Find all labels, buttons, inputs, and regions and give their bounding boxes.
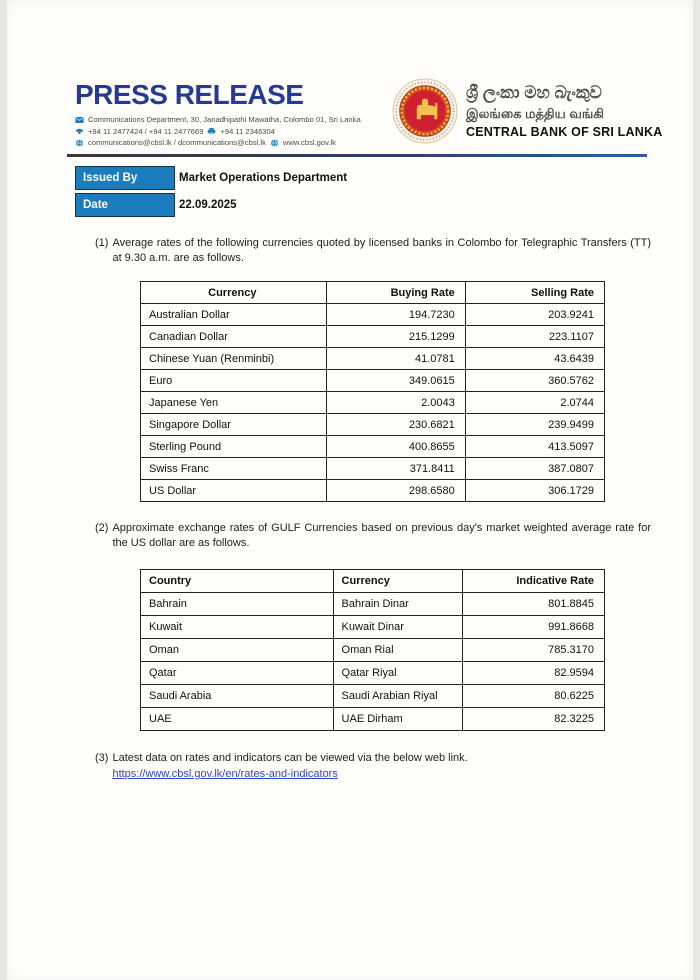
table-cell: 371.8411: [326, 458, 465, 480]
table-cell: 41.0781: [326, 348, 465, 370]
table-cell: Bahrain: [141, 593, 334, 616]
paragraph-1-text: Average rates of the following currencies quoted by licensed banks in Colombo for Telegraphic Transfers (TT) at 9.30 a.m. are as follows.: [112, 237, 651, 264]
table-cell: Singapore Dollar: [141, 414, 327, 436]
table-cell: Canadian Dollar: [141, 326, 327, 348]
table-cell: 215.1299: [326, 326, 465, 348]
table-row: [141, 662, 605, 685]
header-left: [75, 80, 375, 149]
table-cell: 413.5097: [465, 436, 604, 458]
header-right: [392, 78, 662, 144]
table-cell: 2.0744: [465, 392, 604, 414]
gulf-rates-table: [140, 569, 605, 731]
table-row: [141, 326, 605, 348]
table-cell: Australian Dollar: [141, 304, 327, 326]
contact-address: Communications Department, 30, Janadhipathi Mawatha, Colombo 01, Sri Lanka: [88, 115, 361, 124]
fax-icon: [207, 127, 216, 135]
table-cell: 194.7230: [326, 304, 465, 326]
table-row: [141, 685, 605, 708]
contact-block: [75, 114, 375, 149]
bank-name-block: [466, 82, 662, 141]
table-cell: 203.9241: [465, 304, 604, 326]
page-title: PRESS RELEASE: [75, 79, 304, 110]
table-cell: 223.1107: [465, 326, 604, 348]
contact-website: www.cbsl.gov.lk: [282, 138, 336, 147]
table-cell: Japanese Yen: [141, 392, 327, 414]
contact-emails: communications@cbsl.lk / dcommunications@cbsl.lk: [88, 138, 266, 147]
tt-rates-table: [140, 281, 605, 502]
rates-and-indicators-link[interactable]: https://www.cbsl.gov.lk/en/rates-and-indicators: [112, 768, 338, 780]
column-header-buying-rate: Buying Rate: [326, 282, 465, 304]
contact-fax: +94 11 2346304: [220, 126, 275, 136]
contact-address-line: [75, 114, 375, 126]
table-cell: Chinese Yuan (Renminbi): [141, 348, 327, 370]
table-cell: 785.3170: [463, 639, 605, 662]
table-row: [141, 593, 605, 616]
table-cell: UAE: [141, 708, 334, 731]
table-row: [141, 436, 605, 458]
paragraph-3-sentence: Latest data on rates and indicators can be viewed via the below web link.: [112, 752, 468, 764]
contact-phone-line: [75, 126, 375, 138]
table-row: [141, 370, 605, 392]
press-release-page: [7, 0, 693, 980]
column-header-indicative-rate: Indicative Rate: [463, 570, 605, 593]
column-header-currency: Currency: [333, 570, 463, 593]
bank-name-english: CENTRAL BANK OF SRI LANKA: [466, 124, 663, 139]
table-cell: 306.1729: [465, 480, 604, 502]
bank-name-sinhala: ශ්‍රී ලංකා මහ බැංකුව: [466, 82, 602, 102]
central-bank-emblem-logo: [392, 78, 458, 144]
column-header-country: Country: [141, 570, 334, 593]
table-row: [141, 458, 605, 480]
table-cell: Kuwait: [141, 616, 334, 639]
paragraph-1: [95, 236, 651, 266]
table-cell: Kuwait Dinar: [333, 616, 463, 639]
header-divider: [67, 154, 647, 157]
table-cell: 82.3225: [463, 708, 605, 731]
paragraph-3: [95, 751, 651, 782]
table-cell: 387.0807: [465, 458, 604, 480]
paragraph-2-text: Approximate exchange rates of GULF Currencies based on previous day's market weighted average rate for the US dollar are as follows.: [112, 522, 651, 549]
table-cell: 400.8655: [326, 436, 465, 458]
table-cell: Bahrain Dinar: [333, 593, 463, 616]
date-value: 22.09.2025: [179, 199, 237, 211]
table-cell: 239.9499: [465, 414, 604, 436]
table-row: [141, 639, 605, 662]
table-cell: 2.0043: [326, 392, 465, 414]
envelope-icon: [75, 116, 84, 124]
table-cell: Saudi Arabia: [141, 685, 334, 708]
paragraph-3-number: (3): [95, 752, 109, 764]
email-globe-icon: [75, 139, 84, 147]
paragraph-3-text: [112, 751, 467, 782]
table-cell: 82.9594: [463, 662, 605, 685]
table-header-row: [141, 282, 605, 304]
date-row: [75, 193, 635, 217]
table-cell: Qatar Riyal: [333, 662, 463, 685]
column-header-selling-rate: Selling Rate: [465, 282, 604, 304]
issued-by-row: [75, 166, 635, 190]
website-globe-icon: [270, 139, 279, 147]
table-cell: Euro: [141, 370, 327, 392]
table-cell: US Dollar: [141, 480, 327, 502]
issued-by-value: Market Operations Department: [179, 172, 348, 184]
table-row: [141, 348, 605, 370]
table-cell: 349.0615: [326, 370, 465, 392]
table-cell: 298.6580: [326, 480, 465, 502]
table-header-row: [141, 570, 605, 593]
table-row: [141, 414, 605, 436]
table-cell: 80.6225: [463, 685, 605, 708]
table-row: [141, 392, 605, 414]
meta-block: [75, 166, 635, 220]
table-cell: Oman: [141, 639, 334, 662]
table-cell: 991.8668: [463, 616, 605, 639]
table-cell: 360.5762: [465, 370, 604, 392]
table-row: [141, 616, 605, 639]
table-cell: 43.6439: [465, 348, 604, 370]
table-cell: Qatar: [141, 662, 334, 685]
table-row: [141, 708, 605, 731]
table-cell: 801.8845: [463, 593, 605, 616]
table-cell: Oman Rial: [333, 639, 463, 662]
contact-phones: +94 11 2477424 / +94 11 2477669: [88, 126, 204, 136]
table-cell: Saudi Arabian Riyal: [333, 685, 463, 708]
table-cell: Swiss Franc: [141, 458, 327, 480]
table-cell: 230.6821: [326, 414, 465, 436]
paragraph-2: [95, 521, 651, 551]
paragraph-1-number: (1): [95, 237, 109, 249]
bank-name-tamil: இலங்கை மத்திய வங்கி: [466, 105, 604, 121]
contact-web-line: [75, 137, 375, 149]
table-row: [141, 304, 605, 326]
paragraph-2-number: (2): [95, 522, 109, 534]
phone-icon: [75, 127, 84, 135]
date-label: Date: [75, 193, 175, 217]
column-header-currency: Currency: [141, 282, 327, 304]
table-cell: UAE Dirham: [333, 708, 463, 731]
table-row: [141, 480, 605, 502]
issued-by-label: Issued By: [75, 166, 175, 190]
table-cell: Sterling Pound: [141, 436, 327, 458]
